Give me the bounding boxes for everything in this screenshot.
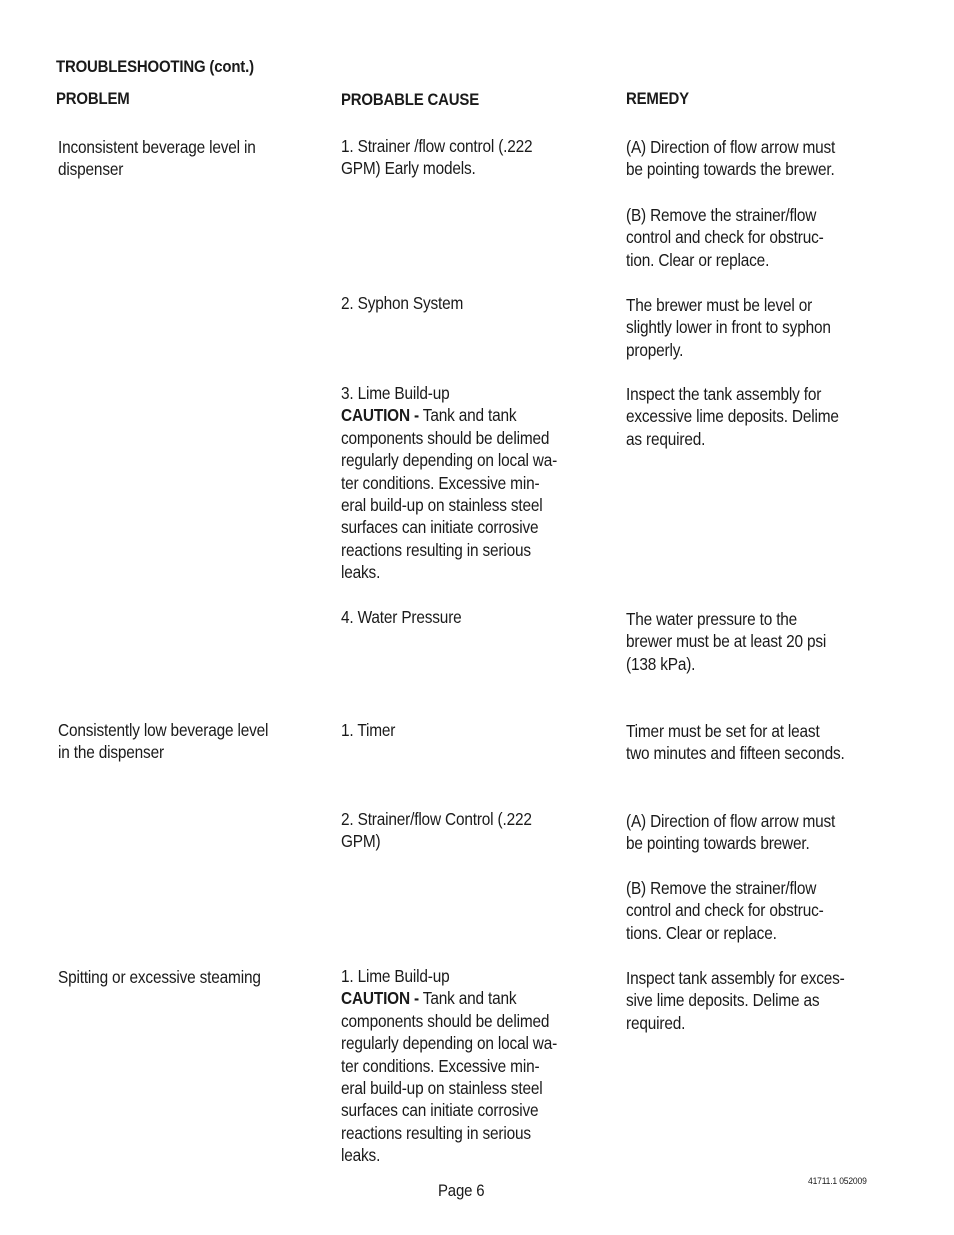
problem-inconsistent-level: Inconsistent beverage level in dispenser [58, 137, 256, 180]
page-number: Page 6 [438, 1181, 485, 1200]
section-title: TROUBLESHOOTING (cont.) [56, 57, 254, 76]
column-header-probable-cause: PROBABLE CAUSE [341, 90, 480, 109]
remedy-inspect-tank-2: Inspect tank assembly for exces- sive lime deposits. Delime as required. [626, 968, 845, 1033]
caution-label: CAUTION - [341, 988, 419, 1009]
cause-lime-build-up: 3. Lime Build-up CAUTION - Tank and tank components should be delimed regularly depending on local wa- ter conditions. Excessive min- eral build-up on stainless steel surfaces can initiate corrosive reactions resulting in serious leaks. [341, 383, 558, 583]
cause-lime-build-up-2: 1. Lime Build-up CAUTION - Tank and tank components should be delimed regularly depending on local wa- ter conditions. Excessive min- eral build-up on stainless steel surfaces can initiate corrosive reactions resulting in serious leaks. [341, 966, 558, 1166]
remedy-brewer-level: The brewer must be level or slightly lower in front to syphon properly. [626, 295, 831, 360]
cause-timer: 1. Timer [341, 720, 396, 740]
remedy-flow-arrow-direction: (A) Direction of flow arrow must be pointing towards the brewer. [626, 137, 836, 180]
column-header-remedy: REMEDY [626, 89, 689, 108]
problem-spitting-steaming: Spitting or excessive steaming [58, 967, 261, 987]
cause-strainer-flow-control: 1. Strainer /flow control (.222 GPM) Early models. [341, 136, 533, 179]
caution-label: CAUTION - [341, 405, 419, 426]
document-code: 41711.1 052009 [808, 1176, 867, 1187]
remedy-flow-arrow-direction-2: (A) Direction of flow arrow must be pointing towards brewer. [626, 811, 836, 854]
remedy-remove-strainer-2: (B) Remove the strainer/flow control and check for obstruc- tions. Clear or replace. [626, 878, 824, 943]
remedy-water-pressure: The water pressure to the brewer must be at least 20 psi (138 kPa). [626, 609, 827, 674]
cause-strainer-flow-control-2: 2. Strainer/flow Control (.222 GPM) [341, 809, 532, 852]
column-header-problem: PROBLEM [56, 89, 130, 108]
remedy-remove-strainer: (B) Remove the strainer/flow control and check for obstruc- tion. Clear or replace. [626, 205, 824, 270]
cause-water-pressure: 4. Water Pressure [341, 607, 462, 627]
problem-consistently-low-level: Consistently low beverage level in the dispenser [58, 720, 269, 763]
cause-syphon-system: 2. Syphon System [341, 293, 464, 313]
remedy-timer-setting: Timer must be set for at least two minutes and fifteen seconds. [626, 721, 845, 764]
remedy-inspect-tank: Inspect the tank assembly for excessive lime deposits. Delime as required. [626, 384, 839, 449]
